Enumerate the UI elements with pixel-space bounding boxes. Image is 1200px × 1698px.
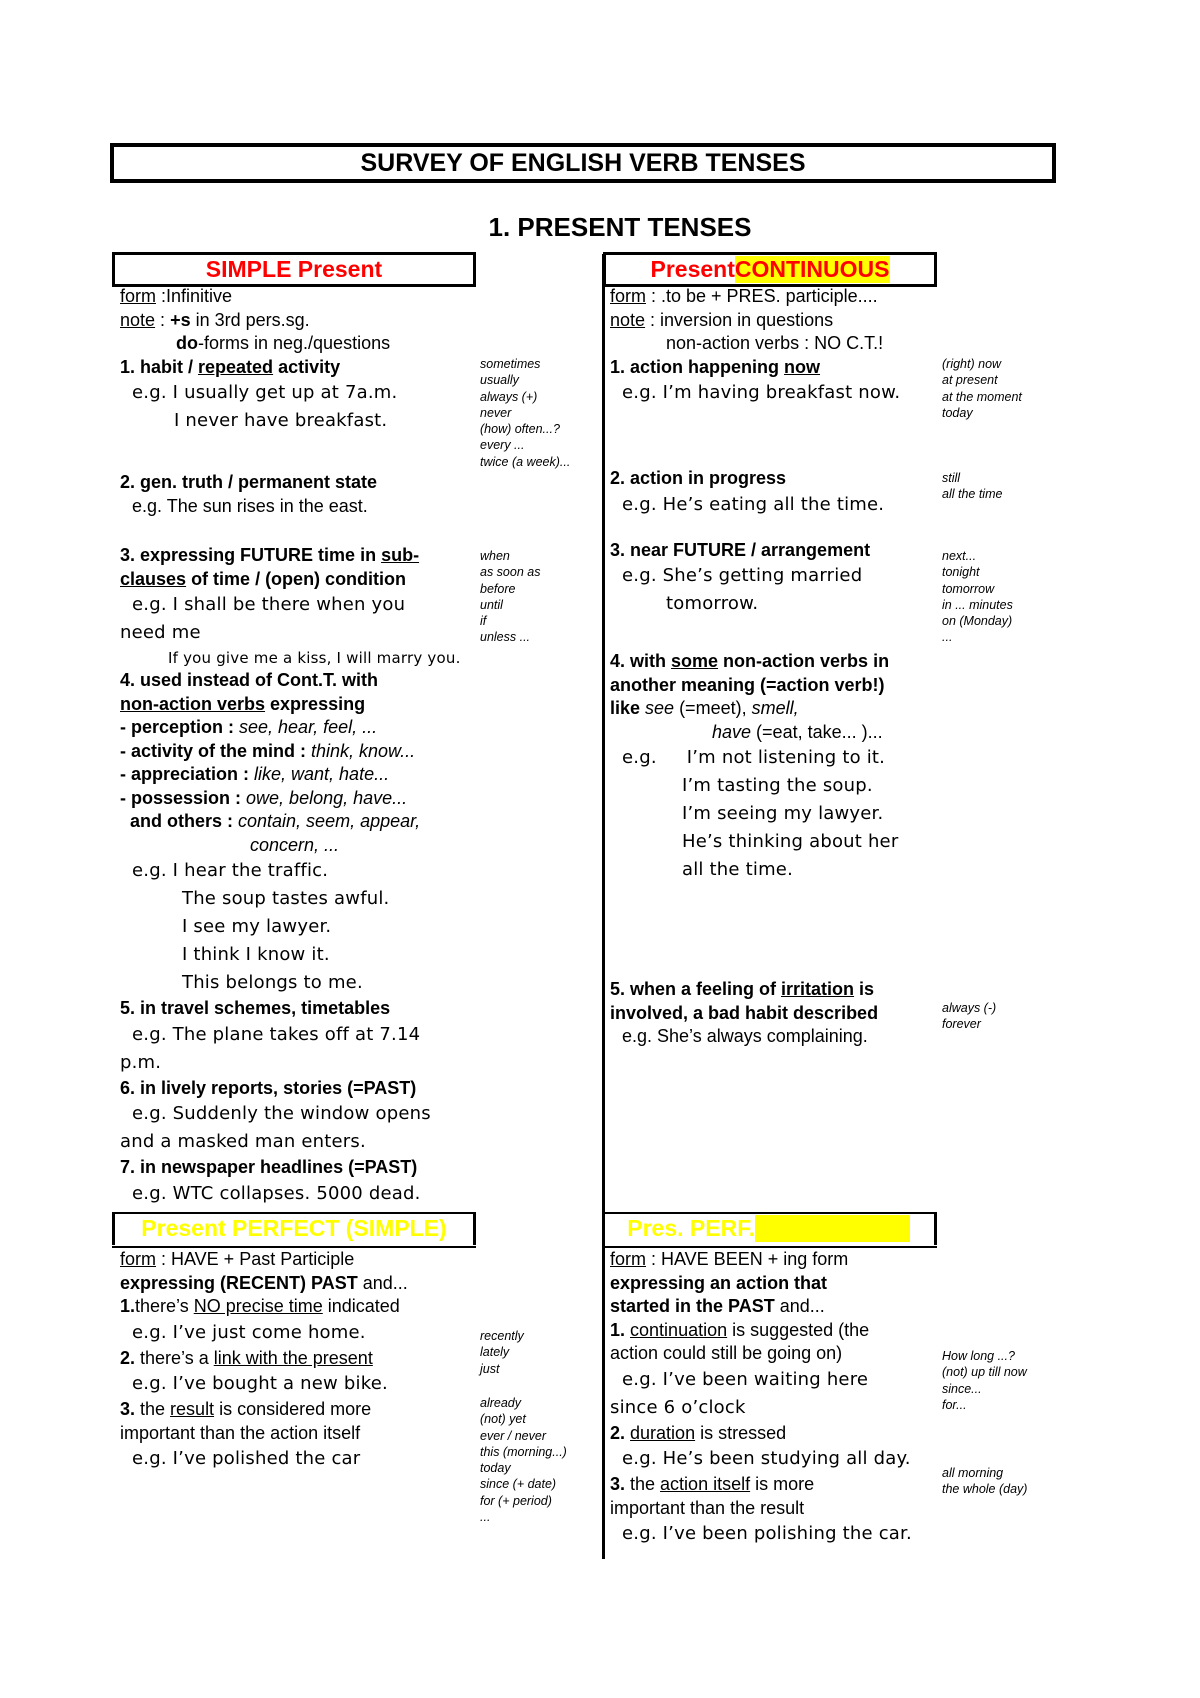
- section-heading: 1. PRESENT TENSES: [488, 212, 752, 242]
- example: I’m tasting the soup.: [682, 775, 873, 796]
- example: e.g. WTC collapses. 5000 dead.: [132, 1182, 421, 1204]
- example: need me: [120, 622, 201, 643]
- example: e.g. I’m having breakfast now.: [622, 382, 901, 403]
- present-perfect-column: [120, 1248, 408, 1473]
- example: The soup tastes awful.: [182, 888, 390, 909]
- usage-line: expressing an action that: [610, 1272, 828, 1293]
- side-notes-period: all morning the whole (day): [942, 1466, 1028, 1497]
- side-notes-frequency: sometimes usually always (+) never (how) often...? every ... twice (a week)...: [480, 357, 571, 469]
- form-line: form :Infinitive: [120, 286, 233, 306]
- example: all the time.: [682, 859, 794, 880]
- usage-heading: 5. in travel schemes, timetables: [120, 998, 391, 1018]
- form-line: form : HAVE + Past Participle: [120, 1249, 355, 1269]
- list-item: concern, ...: [250, 834, 340, 855]
- usage-heading: 4. used instead of Cont.T. with: [120, 670, 379, 690]
- side-notes-progress: still all the time: [942, 471, 1003, 502]
- side-notes-time: already (not) yet ever / never this (morning...) today since (+ date) for (+ period) ...: [480, 1396, 567, 1525]
- form-line: form : .to be + PRES. participle....: [610, 286, 878, 306]
- usage-line: 2. duration is stressed: [610, 1422, 787, 1443]
- example: e.g. I’ve bought a new bike.: [132, 1373, 388, 1394]
- usage-heading: 1. habit / repeated activity: [120, 356, 341, 377]
- example: and a masked man enters.: [120, 1131, 366, 1152]
- usage-heading: another meaning (=action verb!): [610, 674, 885, 695]
- usage-line: expressing (RECENT) PAST and...: [120, 1272, 408, 1293]
- header-simple-present: SIMPLE Present: [112, 252, 476, 287]
- example: This belongs to me.: [182, 972, 363, 993]
- side-notes-recent: recently lately just: [480, 1329, 524, 1376]
- example: e.g. I hear the traffic.: [132, 860, 329, 881]
- usage-heading: non-action verbs expressing: [120, 693, 366, 714]
- usage-line: 1.there’s NO precise time indicated: [120, 1296, 400, 1316]
- list-item: - possession : owe, belong, have...: [120, 787, 408, 808]
- usage-line: important than the action itself: [120, 1422, 361, 1443]
- usage-heading: clauses of time / (open) condition: [120, 568, 407, 589]
- usage-line: action could still be going on): [610, 1343, 843, 1363]
- note-line: note : inversion in questions: [610, 309, 834, 330]
- simple-present-column: [120, 285, 461, 1208]
- usage-line: like see (=meet), smell,: [610, 698, 799, 718]
- present-perfect-continuous-column: [610, 1248, 912, 1548]
- usage-heading: 7. in newspaper headlines (=PAST): [120, 1157, 418, 1177]
- example: e.g. Suddenly the window opens: [132, 1103, 431, 1124]
- example: e.g. I’ve just come home.: [132, 1321, 366, 1343]
- example: e.g. I’m not listening to it.: [622, 747, 886, 768]
- list-item: - appreciation : like, want, hate...: [120, 764, 390, 784]
- example: e.g. I’ve been polishing the car.: [622, 1523, 912, 1544]
- example: e.g. The sun rises in the east.: [132, 495, 368, 516]
- example: tomorrow.: [666, 593, 759, 614]
- list-item: - perception : see, hear, feel, ...: [120, 717, 378, 737]
- side-notes-conjunctions: when as soon as before until if unless ...: [480, 549, 541, 645]
- note-line: non-action verbs : NO C.T.!: [666, 333, 884, 353]
- usage-heading: 3. near FUTURE / arrangement: [610, 539, 871, 560]
- usage-line: have (=eat, take... )...: [712, 721, 883, 742]
- example: e.g. He’s been studying all day.: [622, 1448, 911, 1469]
- usage-heading: involved, a bad habit described: [610, 1002, 879, 1023]
- example: If you give me a kiss, I will marry you.: [168, 649, 461, 667]
- usage-line: 2. there’s a link with the present: [120, 1347, 373, 1368]
- example: I’m seeing my lawyer.: [682, 803, 884, 824]
- header-present-perfect-continuous: Pres. PERF. CONTINUOUS: [603, 1212, 937, 1245]
- example: I never have breakfast.: [174, 410, 388, 431]
- column-divider: [602, 254, 605, 1559]
- list-item: - activity of the mind : think, know...: [120, 740, 416, 761]
- usage-line: important than the result: [610, 1497, 805, 1518]
- header-present-perfect: Present PERFECT (SIMPLE): [112, 1212, 476, 1245]
- usage-heading: 1. action happening now: [610, 356, 821, 377]
- example: e.g. He’s eating all the time.: [622, 493, 885, 515]
- example: since 6 o’clock: [610, 1396, 746, 1418]
- usage-heading: 6. in lively reports, stories (=PAST): [120, 1077, 417, 1098]
- example: p.m.: [120, 1051, 162, 1073]
- example: I think I know it.: [182, 944, 330, 965]
- side-notes-duration: How long ...? (not) up till now since... for...: [942, 1349, 1027, 1412]
- header-present-continuous: Present CONTINUOUS: [603, 252, 937, 287]
- usage-line: 1. continuation is suggested (the: [610, 1319, 870, 1340]
- form-line: form : HAVE BEEN + ing form: [610, 1249, 849, 1269]
- example: e.g. I’ve been waiting here: [622, 1368, 869, 1390]
- usage-heading: 4. with some non-action verbs in: [610, 651, 890, 671]
- usage-heading: 3. expressing FUTURE time in sub-: [120, 545, 420, 565]
- example: e.g. The plane takes off at 7.14: [132, 1023, 421, 1045]
- present-continuous-column: [610, 285, 900, 1049]
- note-line: do-forms in neg./questions: [176, 333, 391, 353]
- usage-heading: 2. action in progress: [610, 468, 787, 488]
- example: e.g. I shall be there when you: [132, 594, 406, 615]
- list-item: and others : contain, seem, appear,: [130, 811, 421, 831]
- page-title: SURVEY OF ENGLISH VERB TENSES: [110, 143, 1056, 183]
- example: e.g. She’s always complaining.: [622, 1026, 868, 1046]
- example: I see my lawyer.: [182, 916, 332, 937]
- usage-line: 3. the result is considered more: [120, 1399, 372, 1419]
- example: e.g. She’s getting married: [622, 565, 863, 586]
- note-line: note : +s in 3rd pers.sg.: [120, 309, 310, 330]
- usage-line: 3. the action itself is more: [610, 1474, 815, 1494]
- side-notes-now: (right) now at present at the moment today: [942, 357, 1022, 420]
- usage-heading: 5. when a feeling of irritation is: [610, 979, 875, 999]
- example: e.g. I usually get up at 7a.m.: [132, 382, 398, 403]
- side-notes-irritation: always (-) forever: [942, 1001, 997, 1032]
- example: He’s thinking about her: [682, 831, 899, 852]
- usage-line: started in the PAST and...: [610, 1296, 825, 1316]
- example: e.g. I’ve polished the car: [132, 1448, 361, 1469]
- usage-heading: 2. gen. truth / permanent state: [120, 472, 378, 492]
- side-notes-future: next... tonight tomorrow in ... minutes on (Monday) ...: [942, 549, 1013, 645]
